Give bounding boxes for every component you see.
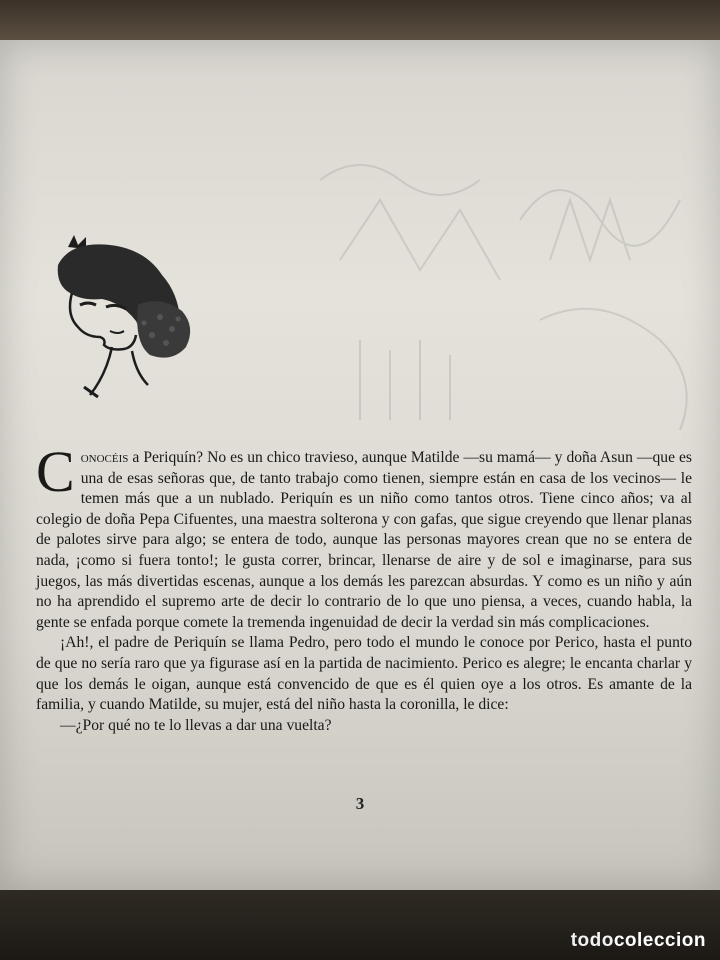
story-text	[36, 439, 692, 736]
book-page	[0, 40, 720, 890]
boy-head-illustration	[40, 235, 210, 415]
watermark-suffix: coleccion	[613, 930, 706, 951]
page-number: 3	[355, 794, 365, 813]
drop-cap: C	[36, 439, 75, 504]
paragraph-1-text: a Periquín? No es un chico travieso, aunque Matilde —su mamá— y doña Asun —que es una de esas señoras que, de tanto trabajo como tienen, siempre están en casa de los vecinos— le temen más que a un nublado. Periquín es un niño como tantos otros. Tiene cinco años; va al colegio de doña Pepa Cifuentes, una maestra solterona y con gafas, que sigue creyendo que llenar planas de palotes sirve para algo; se entera de todo, aunque las personas mayores crean que no se entera de nada, ¡como si fuera tonto!; le gusta correr, brincar, llenarse de aire y de sol e imaginarse, para sus juegos, las más divertidas escenas, aunque a los demás les parezcan absurdas. Y como es un niño y aún no ha aprendido el supremo arte de decir lo contrario de lo que uno piensa, a veces, cuando habla, la gente se enfada porque comete la tremenda ingenuidad de decir la verdad sin más complicaciones.	[36, 449, 692, 631]
paragraph-2: ¡Ah!, el padre de Periquín se llama Pedro, pero todo el mundo le conoce por Perico, hasta el punto de que no sería raro que ya figurase así en la partida de nacimiento. Perico es alegre; le encanta charlar y que los demás le oigan, aunque está convencido de que es él quien oye a los otros. Es amante de la familia, y cuando Matilde, su mujer, está del niño hasta la coronilla, le dice:	[36, 634, 692, 714]
watermark-prefix: todo	[570, 930, 614, 951]
opening-word: onocéis	[80, 449, 129, 466]
paragraph-3: —¿Por qué no te lo llevas a dar una vuelta?	[60, 716, 332, 734]
paragraph-1	[36, 439, 692, 633]
watermark	[571, 930, 706, 952]
show-through-illustration	[300, 140, 720, 440]
